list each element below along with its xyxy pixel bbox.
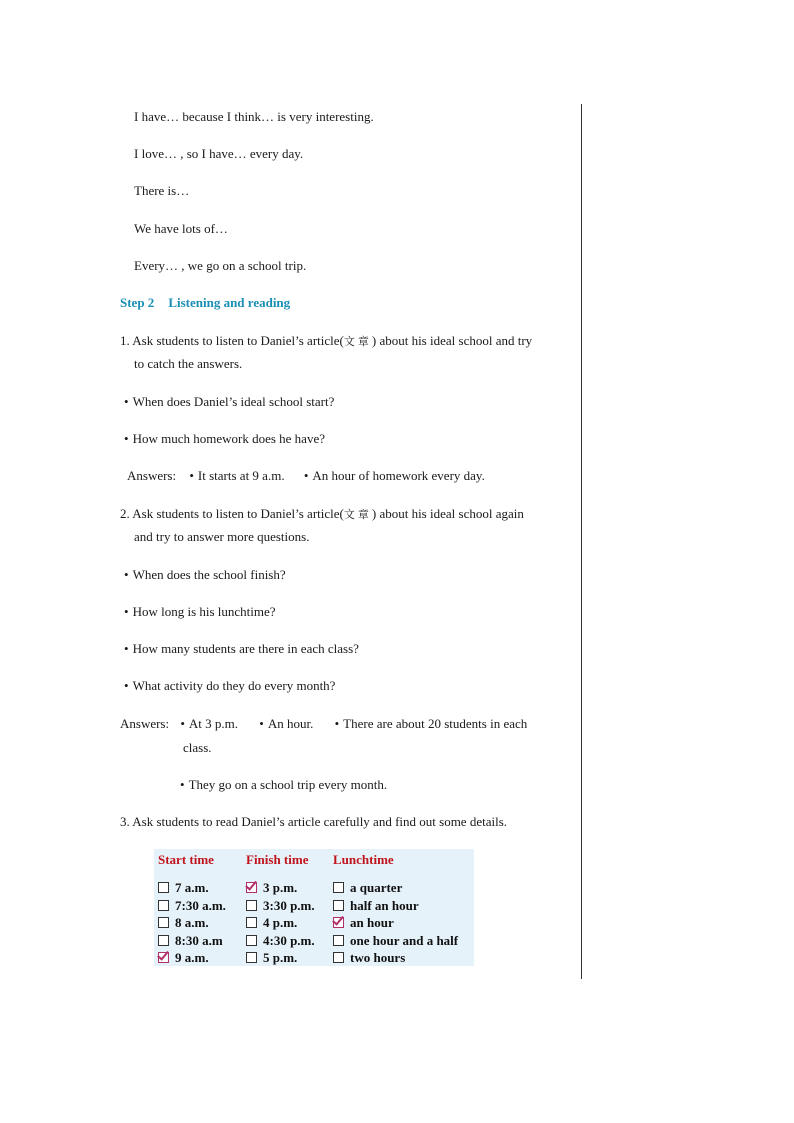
checkbox-checked (333, 917, 344, 928)
task-text: 2. Ask students to listen to Daniel’s article( (120, 506, 344, 521)
option (246, 949, 315, 967)
option (333, 879, 458, 897)
answer-text: They go on a school trip every month. (188, 777, 388, 792)
question (124, 677, 335, 694)
question (124, 640, 359, 657)
option-label: 8:30 a.m (175, 932, 223, 948)
sentence-pattern: I love… , so I have… every day. (134, 146, 304, 161)
bullet: • (124, 394, 129, 409)
sentence-pattern: I have… because I think… is very interesting. (134, 109, 374, 124)
task-instruction (120, 505, 524, 523)
option (158, 932, 226, 950)
option (246, 879, 315, 897)
checkbox (246, 952, 257, 963)
option (333, 949, 458, 967)
option (333, 897, 458, 915)
option (333, 932, 458, 950)
bullet: • (189, 468, 194, 483)
question-text: When does Daniel’s ideal school start? (132, 394, 335, 409)
option-label: 4:30 p.m. (263, 932, 315, 948)
sentence-pattern: There is… (134, 183, 190, 198)
question-text: When does the school finish? (132, 567, 286, 582)
option-label: 3 p.m. (263, 880, 298, 895)
answer-item (180, 776, 387, 793)
bullet: • (259, 716, 264, 731)
bullet: • (124, 604, 129, 619)
question (124, 430, 325, 447)
checkbox (158, 900, 169, 911)
chinese-gloss: 文章 (343, 335, 372, 348)
answer-text: At 3 p.m. (188, 716, 239, 731)
checkbox (333, 935, 344, 946)
step-title: Listening and reading (168, 295, 291, 310)
option-label: 8 a.m. (175, 915, 209, 931)
answer-text: There are about 20 students in each (343, 716, 528, 731)
checkbox (333, 882, 344, 893)
checkbox (333, 900, 344, 911)
answer-text: An hour of homework every day. (312, 468, 485, 483)
question (124, 566, 286, 583)
column-header: Lunchtime (333, 852, 394, 867)
bullet: • (124, 678, 129, 693)
option-label: 9 a.m. (175, 950, 209, 966)
bullet: • (303, 468, 309, 483)
table-cell-border (581, 104, 582, 979)
checkbox-checked (158, 952, 169, 963)
checkbox (246, 935, 257, 946)
task-text: ) about his ideal school and try (371, 333, 533, 348)
option (158, 914, 226, 932)
sentence-pattern: Every… , we go on a school trip. (134, 258, 307, 273)
task-instruction: 3. Ask students to read Daniel’s article carefully and find out some details. (120, 814, 508, 829)
checkbox (158, 882, 169, 893)
answers-label: Answers: (120, 716, 170, 731)
checkbox (158, 935, 169, 946)
table-column-lunch (333, 849, 458, 967)
question-text: How many students are there in each class? (132, 641, 359, 656)
task-instruction (120, 332, 532, 350)
option-label: one hour and a half (350, 932, 459, 948)
bullet: • (334, 716, 340, 731)
option (246, 932, 315, 950)
question-text: What activity do they do every month? (132, 678, 336, 693)
question-text: How long is his lunchtime? (132, 604, 276, 619)
sentence-pattern: We have lots of… (134, 221, 228, 236)
step-label: Step 2 (120, 295, 155, 310)
question-text: How much homework does he have? (132, 431, 325, 446)
checkbox (246, 917, 257, 928)
option-label: 4 p.m. (263, 915, 298, 931)
answer-text: It starts at 9 a.m. (197, 468, 285, 483)
option (333, 914, 458, 932)
option-label: an hour (350, 915, 394, 931)
option (158, 949, 226, 967)
answer-cont: class. (183, 740, 212, 755)
bullet: • (180, 777, 185, 792)
answers-label: Answers: (127, 468, 177, 483)
option-label: 7:30 a.m. (175, 897, 226, 913)
task-instruction-cont: and try to answer more questions. (134, 529, 310, 544)
step-heading (120, 294, 290, 311)
checkbox (333, 952, 344, 963)
bullet: • (124, 567, 129, 582)
task-text: ) about his ideal school again (371, 506, 524, 521)
task-instruction-cont: to catch the answers. (134, 356, 243, 371)
option-label: 5 p.m. (263, 950, 298, 966)
option-label: 7 a.m. (175, 880, 209, 895)
option-label: a quarter (350, 880, 403, 895)
option-label: half an hour (350, 897, 419, 913)
question (124, 393, 334, 410)
bullet: • (124, 641, 129, 656)
chinese-gloss: 文章 (343, 508, 372, 521)
option (158, 879, 226, 897)
column-header: Finish time (246, 852, 309, 867)
option (246, 914, 315, 932)
task-text: 1. Ask students to listen to Daniel’s article( (120, 333, 344, 348)
checkbox (246, 900, 257, 911)
question (124, 603, 276, 620)
column-header: Start time (158, 852, 214, 867)
option (246, 897, 315, 915)
bullet: • (124, 431, 129, 446)
checkbox-checked (246, 882, 257, 893)
table-column-finish (246, 849, 315, 967)
answers-line (120, 715, 527, 732)
table-column-start (158, 849, 226, 967)
checkbox (158, 917, 169, 928)
answer-text: An hour. (267, 716, 314, 731)
option-label: two hours (350, 950, 406, 966)
bullet: • (180, 716, 185, 731)
details-table (154, 849, 474, 966)
answers-line (127, 467, 485, 484)
option-label: 3:30 p.m. (263, 897, 315, 913)
option (158, 897, 226, 915)
